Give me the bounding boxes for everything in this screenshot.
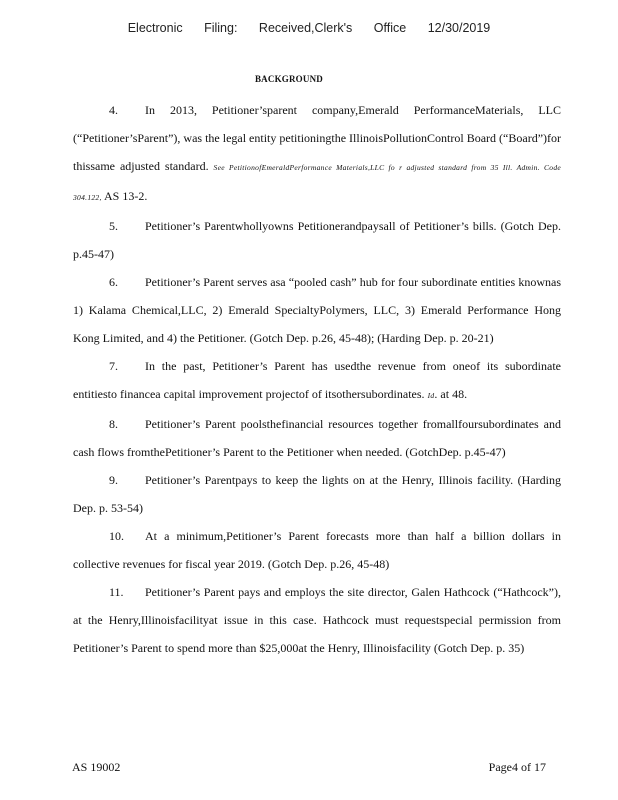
- paragraph-text: In the past, Petitioner’s Parent has usedthe revenue from oneof its subordinate entitiesto financea capital improvement projectof of itsothersubordinates.: [73, 359, 561, 401]
- paragraph-citation: Id: [427, 391, 435, 400]
- paragraph-number: 7.: [109, 359, 118, 373]
- paragraph-number: 11.: [109, 585, 124, 599]
- stamp-date: 12/30/2019: [427, 21, 491, 35]
- paragraph-number: 9.: [109, 473, 118, 487]
- paragraph-text-end: AS 13-2.: [104, 189, 148, 203]
- paragraph-text-end: . at 48.: [434, 387, 468, 401]
- stamp-received: Received,Clerk's: [258, 21, 353, 35]
- paragraph-6: [73, 268, 561, 352]
- paragraph-number: 5.: [109, 219, 118, 233]
- paragraph-4: [73, 96, 561, 212]
- paragraph-text: Petitioner’s Parent poolsthefinancial resources together fromallfoursubordinates and cash flows fromthePetitioner’s Parent to the Petitioner when needed. (GotchDep. p.45-47): [73, 417, 561, 459]
- stamp-filing: Filing:: [204, 21, 238, 35]
- paragraph-number: 4.: [109, 103, 118, 117]
- paragraph-citation: See PetitionofEmeraldPerformance Materials,LLC fo r adjusted standard from 35 Ill. Admin. Code 304.122,: [73, 163, 562, 202]
- paragraph-11: [73, 578, 561, 662]
- stamp-electronic: Electronic: [127, 21, 183, 35]
- paragraph-number: 8.: [109, 417, 118, 431]
- paragraph-7: [73, 352, 561, 410]
- paragraph-number: 10.: [109, 529, 124, 543]
- paragraph-text: At a minimum,Petitioner’s Parent forecasts more than half a billion dollars in collective revenues for fiscal year 2019. (Gotch Dep. p.26, 45-48): [73, 529, 561, 571]
- paragraph-10: [73, 522, 561, 578]
- paragraph-text: In 2013, Petitioner’sparent company,Emerald PerformanceMaterials, LLC (“Petitioner’sParent”), was the legal entity petitioningthe IllinoisPollutionControl Board (“Board”)for thissame adjusted standard.: [73, 103, 562, 173]
- paragraph-text: Petitioner’s Parent serves asa “pooled cash” hub for four subordinate entities knownas 1) Kalama Chemical,LLC, 2) Emerald SpecialtyPolymers, LLC, 3) Emerald Performance Hong Kong Limited, and 4) the Petitioner. (Gotch Dep. p.26, 45-48); (Harding Dep. p. 20-21): [73, 275, 561, 345]
- section-heading: BACKGROUND: [254, 74, 323, 84]
- paragraph-text: Petitioner’s Parent pays and employs the site director, Galen Hathcock (“Hathcock”), at the Henry,Illinoisfacilityat issue in this case. Hathcock must requestspecial permission from Petitioner’s Parent to spend more than $25,000at the Henry, Illinoisfacility (Gotch Dep. p. 35): [73, 585, 561, 655]
- paragraph-text: Petitioner’s Parentpays to keep the lights on at the Henry, Illinois facility. (Harding Dep. p. 53-54): [73, 473, 561, 515]
- paragraph-number: 6.: [109, 275, 118, 289]
- stamp-office: Office: [373, 21, 407, 35]
- footer-page-number: Page4 of 17: [488, 760, 546, 774]
- document-body: [73, 96, 561, 662]
- filing-stamp: [0, 21, 618, 35]
- paragraph-9: [73, 466, 561, 522]
- paragraph-text: Petitioner’s Parentwhollyowns Petitionerandpaysall of Petitioner’s bills. (Gotch Dep. p.45-47): [73, 219, 561, 261]
- paragraph-8: [73, 410, 561, 466]
- footer-docket-number: AS 19002: [72, 760, 121, 774]
- paragraph-5: [73, 212, 561, 268]
